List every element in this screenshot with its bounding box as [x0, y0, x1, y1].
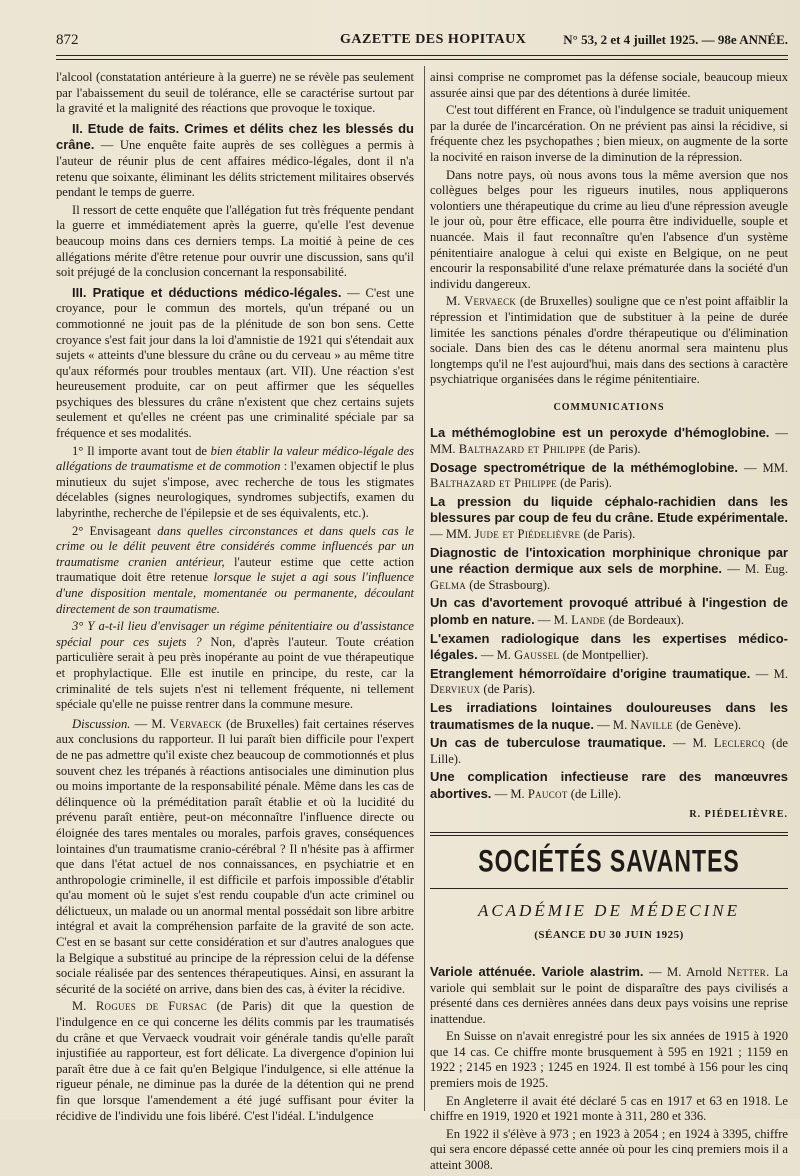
report-text: . La variole qui semblait sur le point de disparaître des pays civilisés a présenté dans ces dernières années dans deux pays voisins une reprise inattendue.	[430, 964, 788, 1026]
section-two	[56, 121, 414, 201]
discussion	[56, 717, 414, 998]
communication-item	[430, 425, 788, 457]
item-one	[56, 444, 414, 522]
speaker-prefix: M.	[72, 999, 96, 1014]
section-heading: II. Etude de faits. Crimes et délits chez les blessés du crâne.	[56, 120, 414, 153]
communication-item	[430, 494, 788, 543]
communication-title: L'examen radiologique dans les expertises médico-légales.	[430, 630, 788, 663]
communication-place: (de Genève).	[672, 717, 742, 732]
communication-title: Les irradiations lointaines douloureuses dans les traumatismes de la nuque.	[430, 699, 788, 732]
item-text: Non, d'après l'auteur. Toute création particulière serait à peu près inopérante au point de vue thérapeutique et prophylactique. Elle est inutile en principe, du reste, car la criminalité de tels sujets n'est ni tellement fréquente, ni tellement spéciale qu'elle ne puisse rentrer dans la commune mesure.	[56, 634, 415, 712]
paragraph: C'est tout différent en France, où l'indulgence se traduit uniquement par la durée de l'incarcération. On ne prévient pas ainsi la récidive, si fréquente chez les psychopathes ; bien mieux, on augmente de la sorte la nocivité en raison inverse de la diminution de la répression.	[430, 103, 788, 164]
communication-item	[430, 595, 788, 628]
communication-sep: — MM.	[738, 460, 789, 475]
communication-place: (de Paris).	[480, 682, 536, 697]
item-text: l'auteur estime que cette action traumatique doit être retenue	[56, 554, 415, 585]
item-text: : l'examen objectif le plus minutieux du sujet s'impose, avec recherche de tous les stigmates décelables (signes neurologiques, syndromes subjectifs, examen du labyrinthe, recherche de l'épilepsie et de ses équivalents, etc.).	[56, 459, 415, 521]
paragraph-text: (de Paris) dit que la question de l'indulgence en ce qui concerne les délits commis par les traumatisés du crâne et que Vervaeck voudrait voir générale tandis qu'elle paraît injustifiée au rapporteur, est fort délicate. La divergence d'opinion lui paraît être due à ce fait qu'en Belgique l'indulgence, si elle atténue la rigueur pénale, ne diminue pas la durée de la détention qui ne prend fin que lorsque l'amendement a été jugé suffisant pour éviter la récidive de l'individu une fois libéré. C'est l'idéal. L'indulgence	[56, 999, 415, 1123]
report-sep: — M. Arnold	[643, 964, 728, 979]
communication-item	[430, 545, 788, 594]
communication-place: (de Bordeaux).	[605, 613, 685, 627]
paragraph: Dans notre pays, où nous avons tous la même aversion que nos collègues belges pour les rigueurs inutiles, nous appliquerons volontiers une thérapeutique du crime au lieu d'une répression aveugle le jour où, pour être efficace, elle pourra être individuelle, souple et nuancée. Mais il faut reconnaître qu'en l'absence d'un système pénitentiaire analogue à celui qui existe en Belgique, on ne peut encourir la responsabilité d'une relaxe prématurée dans la société d'un individu dangereux.	[430, 167, 788, 291]
communication-sep: — M.	[665, 736, 714, 751]
communication-authors: Jude et Piédelièvre	[474, 527, 581, 542]
communication-item	[430, 460, 788, 492]
item-lead: 1° Il importe avant tout de	[72, 443, 211, 458]
variole-report	[430, 964, 788, 1027]
communication-sep: — M.	[477, 648, 515, 663]
title-rule	[430, 888, 788, 889]
section-rule	[430, 832, 788, 833]
column-divider	[424, 66, 425, 1111]
communication-item	[430, 735, 788, 767]
paragraph-text: (de Bruxelles) souligne que ce n'est point affaiblir la répression et l'intimidation que de substituer à la peine de durée limitée les sanctions pénales d'ordre thérapeutique ou d'élimination sociale. Dans bien des cas le détenu anormal sera maintenu plus longtemps qu'il ne l'est aujourd'hui, mais dans des sections à caractère psychiatrique organisées dans le régime pénitentiaire.	[430, 294, 788, 387]
paragraph: En 1922 il s'élève à 973 ; en 1923 à 2054 ; en 1924 à 3395, chiffre qui sera encore dépassé cette année où pour les cinq premiers mois il a atteint 3008.	[430, 1126, 788, 1173]
communication-sep: — M. Eug.	[721, 562, 789, 577]
communication-title: Un cas de tuberculose traumatique.	[430, 735, 666, 751]
issue-info: N° 53, 2 et 4 juillet 1925. — 98e ANNÉE.	[563, 32, 788, 47]
author-signature: R. PIÉDELIÈVRE.	[689, 808, 788, 820]
communication-sep: — MM.	[430, 426, 788, 457]
speaker-name: Netter	[727, 964, 767, 979]
paragraph: Il ressort de cette enquête que l'allégation fut très fréquente pendant la guerre et immédiatement après la guerre, qu'elle l'est devenue beaucoup moins dans ces derniers temps. La moitié à peine de ces allégations mérite d'être retenue pour ouvrir une discussion, sans qu'il soit préjugé de la conclusion concernant la responsabilité.	[56, 202, 414, 280]
seance-date: (SÉANCE DU 30 JUIN 1925)	[534, 929, 684, 942]
communication-authors: Balthazard et Philippe	[430, 476, 557, 491]
communication-authors: Balthazard et Philippe	[458, 442, 586, 457]
discussion-sep: — M.	[130, 716, 170, 731]
item-two	[56, 524, 414, 618]
item-emphasis: bien établir la valeur médico-légale des allégations de traumatisme et de commotion	[56, 443, 414, 474]
communication-title: Etranglement hémorroïdaire d'origine traumatique.	[430, 665, 751, 681]
section-text: — C'est une croyance, pour le commun des mortels, qu'un trépané ou un commotionné ne jouit pas de la plénitude de son bon sens. Cette croyance s'est fait jour dans la loi d'amnistie de 1921 qui s'étendait aux sujets « atteints d'une blessure du crâne ou du cerveau » au même titre qu'aux réformés pour troubles mentaux (art. VII). Une réaction s'est heureusement produite, car on peut affirmer que les séquelles psychiques des blessures du crâne n'existent que chez certains sujets seulement et qu'elles ne créent pas une criminalité spéciale par sa fréquence et ses modalités.	[56, 285, 414, 441]
communication-authors: Lande	[571, 613, 606, 627]
communication-title: La pression du liquide céphalo-rachidien dans les blessures par coup de feu du crâne. Etude expérimentale.	[430, 493, 788, 526]
paragraph: En Suisse on n'avait enregistré pour les six années de 1915 à 1920 que 14 cas. Ce chiffre monte brusquement à 595 en 1921 ; 1159 en 1922 ; 2145 en 1923 ; 1245 en 1924. Il est tombé à 156 pour les cinq premiers mois de 1925.	[430, 1029, 788, 1091]
communication-authors: Gelma	[430, 577, 467, 592]
right-column	[430, 70, 788, 1176]
left-column	[56, 70, 414, 1126]
page-header	[56, 30, 788, 52]
item-emphasis: lorsque le sujet a agi sous l'influence d'une disposition mentale, momentanée ou permanente, découlant directement de son traumatisme.	[56, 570, 414, 616]
communication-title: Un cas d'avortement provoqué attribué à l'ingestion de plomb en nature.	[430, 595, 788, 627]
paragraph: En Angleterre il avait été déclaré 5 cas en 1917 et 63 en 1918. Le chiffre en 1919, 1920 et 1921 monte à 311, 280 et 336.	[430, 1093, 788, 1124]
speaker-prefix: M.	[446, 294, 465, 309]
section-text: — Une enquête faite auprès de ses collègues a permis à l'auteur de réunir plus de cent affaires médico-légales, dont il n'a retenu que soixante, éliminant les délits strictement militaires observés pendant le temps de guerre.	[56, 138, 414, 200]
communication-authors: Dervieux	[430, 682, 481, 697]
paragraph-rogues	[56, 999, 414, 1124]
communications-heading: COMMUNICATIONS	[553, 401, 665, 413]
item-three	[56, 619, 414, 713]
communication-sep: — MM.	[430, 527, 475, 542]
item-emphasis: dans quelles circonstances et dans quels cas le crime ou le délit peuvent être considérés comme influencés par un traumatisme cranien antérieur,	[56, 523, 415, 569]
communication-sep: — M.	[594, 717, 631, 732]
report-heading: Variole atténuée. Variole alastrim.	[430, 963, 644, 979]
communication-authors: Naville	[630, 717, 673, 732]
communication-authors: Leclercq	[713, 736, 765, 751]
communication-item	[430, 769, 788, 802]
discussion-label: Discussion.	[72, 716, 131, 731]
section-rule-thin	[430, 835, 788, 836]
communication-item	[430, 631, 788, 664]
communication-place: (de Paris).	[580, 527, 636, 542]
speaker-name: Vervaeck	[169, 716, 222, 731]
communication-authors: Gaussel	[514, 648, 560, 663]
communication-authors: Paucot	[527, 786, 568, 801]
communication-place: (de Lille).	[430, 736, 789, 766]
communication-item	[430, 666, 788, 698]
societes-savantes-title: SOCIÉTÉS SAVANTES	[478, 843, 740, 879]
journal-title: GAZETTE DES HOPITAUX	[340, 32, 527, 47]
communications-list	[430, 425, 788, 802]
communication-item	[430, 700, 788, 733]
header-rule	[56, 55, 788, 56]
communication-sep: — M.	[534, 613, 572, 627]
communication-place: (de Paris).	[556, 476, 612, 491]
academie-title: ACADÉMIE DE MÉDECINE	[477, 900, 741, 920]
communication-title: Diagnostic de l'intoxication morphinique chronique par une réaction dermique aux sels de morphine.	[430, 544, 788, 577]
item-lead: 2° Envisageant	[72, 523, 158, 538]
speaker-name: Rogues de Fursac	[95, 999, 208, 1014]
speaker-name: Vervaeck	[464, 294, 517, 309]
communication-place: (de Lille).	[567, 786, 622, 801]
section-heading: III. Pratique et déductions médico-légales.	[72, 284, 342, 300]
item-emphasis: 3° Y a-t-il lieu d'envisager un régime pénitentiaire ou d'assistance spécial pour ces sujets ?	[56, 619, 414, 649]
paragraph: l'alcool (constatation antérieure à la guerre) ne se révèle pas seulement par l'abaissement du seuil de tolérance, elle se caractérise surtout par la gravité et la malignité des réactions que provoque le toxique.	[56, 70, 414, 116]
header-rule-thin	[56, 59, 788, 60]
paragraph: ainsi comprise ne compromet pas la défense sociale, beaucoup mieux assurée ainsi que par des détentions à durée limitée.	[430, 70, 788, 100]
communication-place: (de Strasbourg).	[466, 577, 551, 592]
communication-sep: — M.	[491, 786, 528, 801]
communication-title: Dosage spectrométrique de la méthémoglobine.	[430, 459, 739, 475]
communication-title: Une complication infectieuse rare des manœuvres abortives.	[430, 769, 788, 801]
discussion-text: (de Bruxelles) fait certaines réserves aux conclusions du rapporteur. Il lui paraît bien difficile pour l'expert de ne pas admettre qu'il existe chez beaucoup de commotionnés et plus souvent chez les trépanés à réactions antisociales une diminution plus ou moins importante de la responsabilité pénale. Même dans les cas de délinquence où la préméditation paraît établie et où la lucidité du prévenu paraît entière, peut-on méconnaître l'influence directe ou éloignée des tares mentales ou morales, parfois graves, conséquences lointaines d'un traumatisme cranio-cérébral ? Il n'hésite pas à affirmer que dans l'état actuel de nos connaissances, en psychiatrie et en anthropologie criminelle, il est difficile et parfois impossible d'établir qu'au moment où le sujet s'est rendu coupable d'un acte criminel ou délictueux, un malade ou un anormal mental possédait son libre arbitre intégral et avait la compréhension parfaite de la gravité de son acte. C'est en se basant sur cette considération et sur d'autres analogues que la Belgique a substitué au principe de la répression celui de la défense sociale réalisée par des sentences thérapeutiques. Ainsi, en assurant la sécurité de la société on arrive, dans bien des cas, à éviter la récidive.	[56, 716, 414, 996]
section-three	[56, 285, 414, 442]
paragraph-vervaeck	[430, 294, 788, 388]
communication-title: La méthémoglobine est un peroxyde d'hémoglobine.	[430, 425, 770, 441]
communication-place: (de Montpellier).	[559, 648, 649, 663]
page-number: 872	[56, 32, 79, 48]
communication-place: (de Paris).	[585, 442, 641, 457]
communication-sep: — M.	[750, 666, 788, 681]
